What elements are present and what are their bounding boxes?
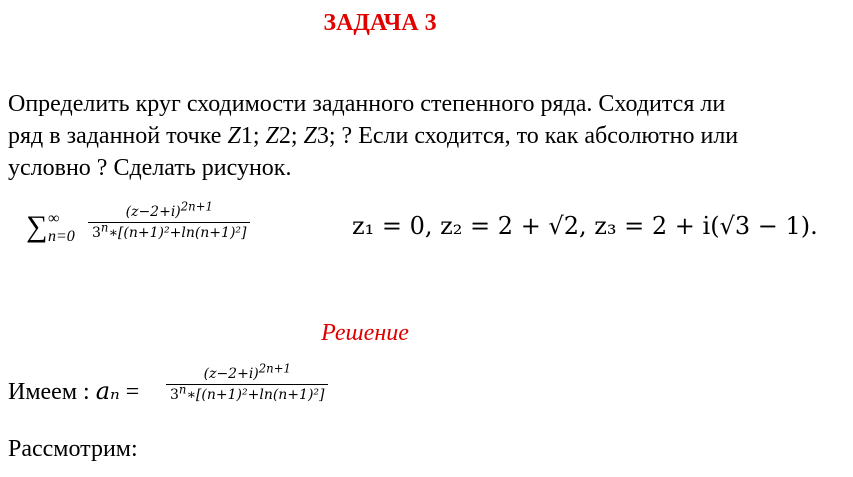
- point-z1-letter: Z: [227, 123, 241, 149]
- term-denominator-power: n: [178, 382, 187, 397]
- separator-1: ;: [252, 123, 266, 149]
- numerator-power: 2n+1: [180, 199, 213, 214]
- problem-line-2-text: ряд в заданной точке: [8, 123, 228, 149]
- point-z3-letter: Z: [303, 123, 317, 149]
- given-points: z₁ = 0, z₂ = 2 + √2, z₃ = 2 + i(√3 − 1).: [352, 212, 818, 240]
- term-denominator: [166, 382, 328, 403]
- term-numerator-power: 2n+1: [258, 361, 291, 376]
- point-z2-index: 2: [278, 123, 291, 149]
- series-denominator: [88, 220, 250, 241]
- series-fraction: [88, 199, 250, 241]
- sum-upper-limit: ∞: [48, 210, 60, 227]
- general-term-symbol: aₙ: [95, 377, 120, 405]
- point-z1-index: 1: [240, 123, 253, 149]
- point-z3-index: 3: [316, 123, 329, 149]
- sum-lower-limit: n=0: [48, 228, 75, 245]
- problem-line-1: Определить круг сходимости заданного степенного ряда. Сходится ли: [8, 91, 726, 117]
- have-label: Имеем :: [8, 379, 96, 405]
- separator-2: ;: [290, 123, 304, 149]
- general-term-fraction: [166, 361, 328, 403]
- problem-line-2: [8, 120, 843, 152]
- problem-line-2-tail: ; ? Если сходится, то как абсолютно или: [328, 123, 739, 149]
- term-numerator-base: (z−2+i): [203, 366, 259, 382]
- problem-line-3: условно ? Сделать рисунок.: [8, 155, 292, 181]
- term-numerator: [166, 361, 328, 385]
- problem-title: ЗАДАЧА 3: [323, 10, 437, 36]
- equals-sign: =: [119, 379, 140, 405]
- term-denominator-rest: ∗[(n+1)²+ln(n+1)²]: [186, 387, 325, 403]
- numerator-base: (z−2+i): [125, 204, 181, 220]
- point-z2-letter: Z: [265, 123, 279, 149]
- solution-heading: Решение: [321, 320, 409, 346]
- consider-label: Рассмотрим:: [8, 436, 138, 462]
- term-denominator-base: 3: [170, 387, 179, 403]
- problem-statement: [8, 88, 843, 184]
- denominator-base: 3: [92, 225, 101, 241]
- sigma-symbol: ∑: [26, 210, 48, 243]
- series-numerator: [88, 199, 250, 223]
- denominator-power: n: [100, 220, 109, 235]
- have-line: [8, 377, 139, 406]
- denominator-rest: ∗[(n+1)²+ln(n+1)²]: [108, 225, 247, 241]
